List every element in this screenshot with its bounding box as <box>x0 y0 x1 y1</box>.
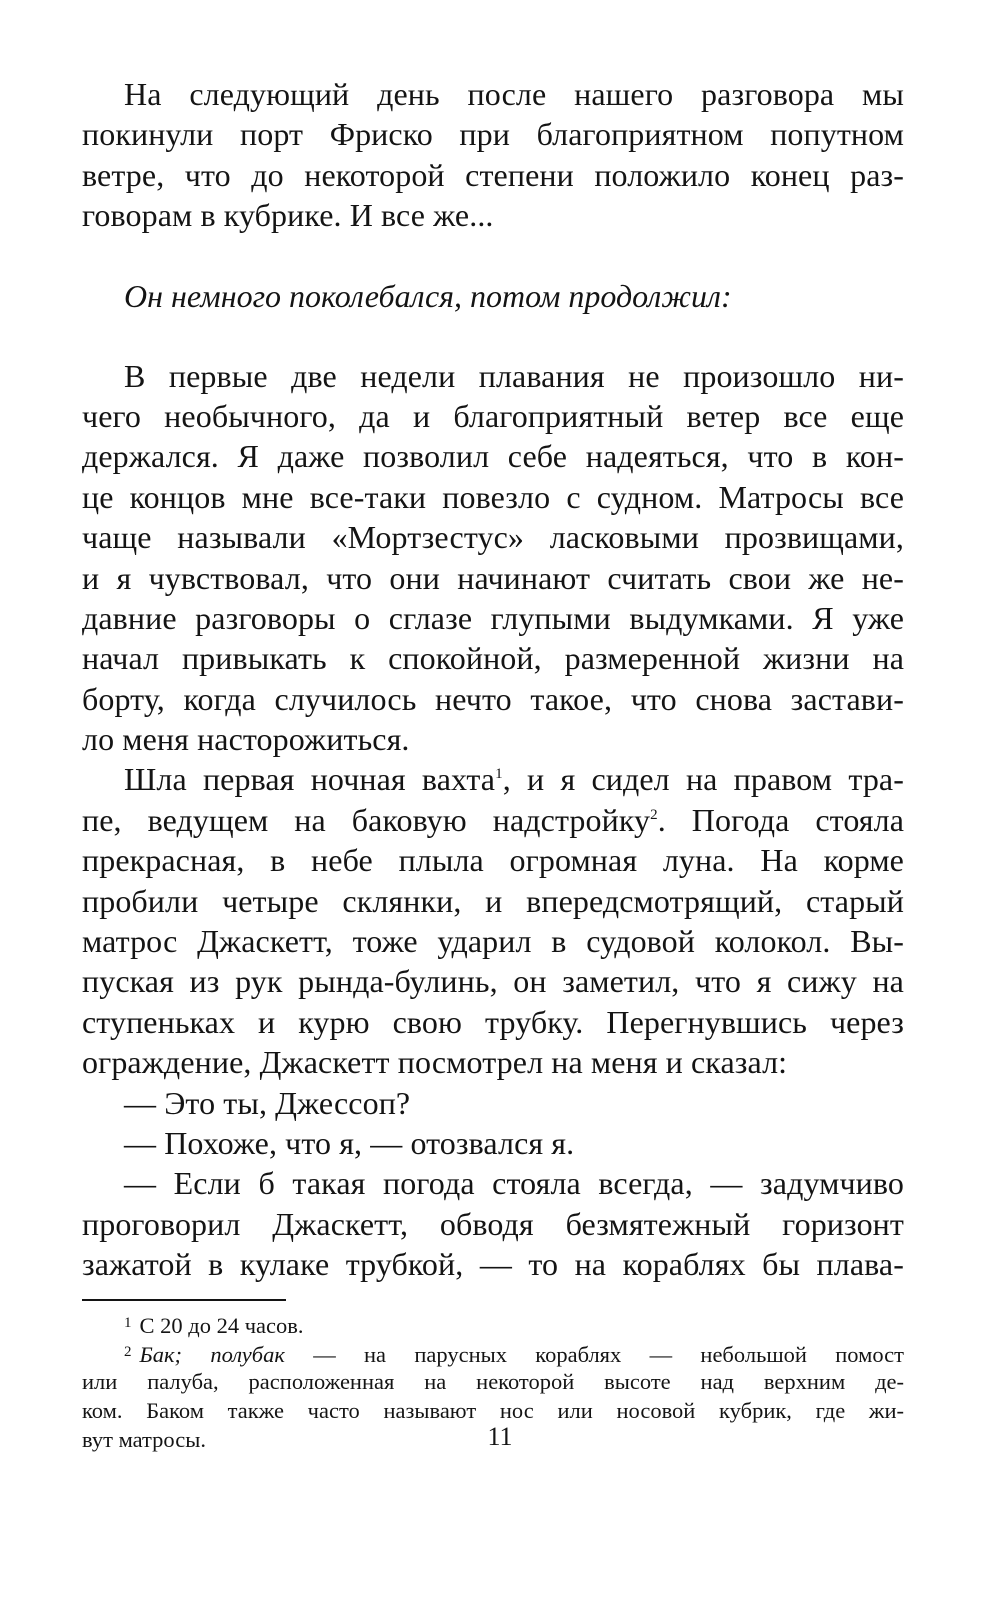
dialogue-line: — Похоже, что я, — отозвался я. <box>124 1124 575 1161</box>
text-line: прекрасная, в небе плыла огромная луна. На корме <box>82 842 904 879</box>
text-line: пуская из рук рында-булинь, он заметил, что я сижу на <box>82 963 904 1000</box>
footnote-ref-2: 2 <box>650 806 658 823</box>
text-line: На следующий день после нашего разговора мы <box>124 76 904 112</box>
text-line: чаще называли «Мортзестус» ласковыми прозвищами, <box>82 519 904 556</box>
text-line: давние разговоры о сглазе глупыми выдумками. Я уже <box>82 599 904 636</box>
text-line: Шла первая ночная вахта$^1$, и я сидел на правом тра- <box>124 761 904 798</box>
footnote-1: $^1$ С 20 до 24 часов. <box>124 1312 304 1338</box>
text-line: держался. Я даже позволил себе надеяться, что в кон- <box>82 438 904 475</box>
text-line: ветре, что до некоторой степени положило конец раз- <box>82 156 904 193</box>
text-line: говорам в кубрике. И все же... <box>82 197 494 234</box>
text-line: пробили четыре склянки, и впередсмотрящий, старый <box>82 882 904 919</box>
text-line: начал привыкать к спокойной, размеренной жизни на <box>82 640 904 677</box>
spacer <box>82 236 904 276</box>
text-line: пе, ведущем на баковую надстройку$^2$. Погода стояла <box>82 801 904 838</box>
footnote-line: ком. Баком также часто называют нос или носовой кубрик, где жи- <box>82 1397 904 1423</box>
footnote-line: или палуба, расположенная на некоторой высоте над верхним де- <box>82 1368 904 1394</box>
text-line: це концов мне все-таки повезло с судном. Матросы все <box>82 478 904 515</box>
paragraph-3 <box>82 759 904 1082</box>
text-line: ступеньках и курю свою трубку. Перегнувшись через <box>82 1003 904 1040</box>
page-number: 11 <box>487 1422 513 1451</box>
dialogue-line: проговорил Джаскетт, обводя безмятежный горизонт <box>82 1205 904 1242</box>
text-line: и я чувствовал, что они начинают считать свои же не- <box>82 559 904 596</box>
paragraph-1 <box>82 74 904 236</box>
dialogue-line: — Это ты, Джессоп? <box>124 1084 411 1121</box>
text-line: В первые две недели плавания не произошло ни- <box>124 357 904 394</box>
dialogue <box>82 1083 904 1285</box>
dialogue-line: зажатой в кулаке трубкой, — то на кораблях бы плава- <box>82 1246 904 1283</box>
text-line: борту, когда случилось нечто такое, что снова застави- <box>82 680 904 717</box>
text-line: покинули порт Фриско при благоприятном попутном <box>82 116 904 153</box>
footnote-ref-1: 1 <box>495 766 503 783</box>
paragraph-2 <box>82 356 904 760</box>
text-line: чего необычного, да и благоприятный ветер все еще <box>82 397 904 434</box>
text-line: ло меня насторожиться. <box>82 721 410 758</box>
footnote-2: $^2$ Бак; полубак — на парусных кораблях — небольшой помост <box>124 1341 904 1367</box>
book-page <box>82 74 904 1574</box>
footnote-divider <box>82 1299 286 1301</box>
footnote-line: вут матросы. <box>82 1426 206 1452</box>
italic-intro: Он немного поколебался, потом продолжил: <box>124 277 732 314</box>
dialogue-line: — Если б такая погода стояла всегда, — задумчиво <box>124 1165 904 1202</box>
spacer <box>82 316 904 356</box>
text-line: матрос Джаскетт, тоже ударил в судовой колокол. Вы- <box>82 923 904 960</box>
text-line: ограждение, Джаскетт посмотрел на меня и сказал: <box>82 1044 788 1081</box>
